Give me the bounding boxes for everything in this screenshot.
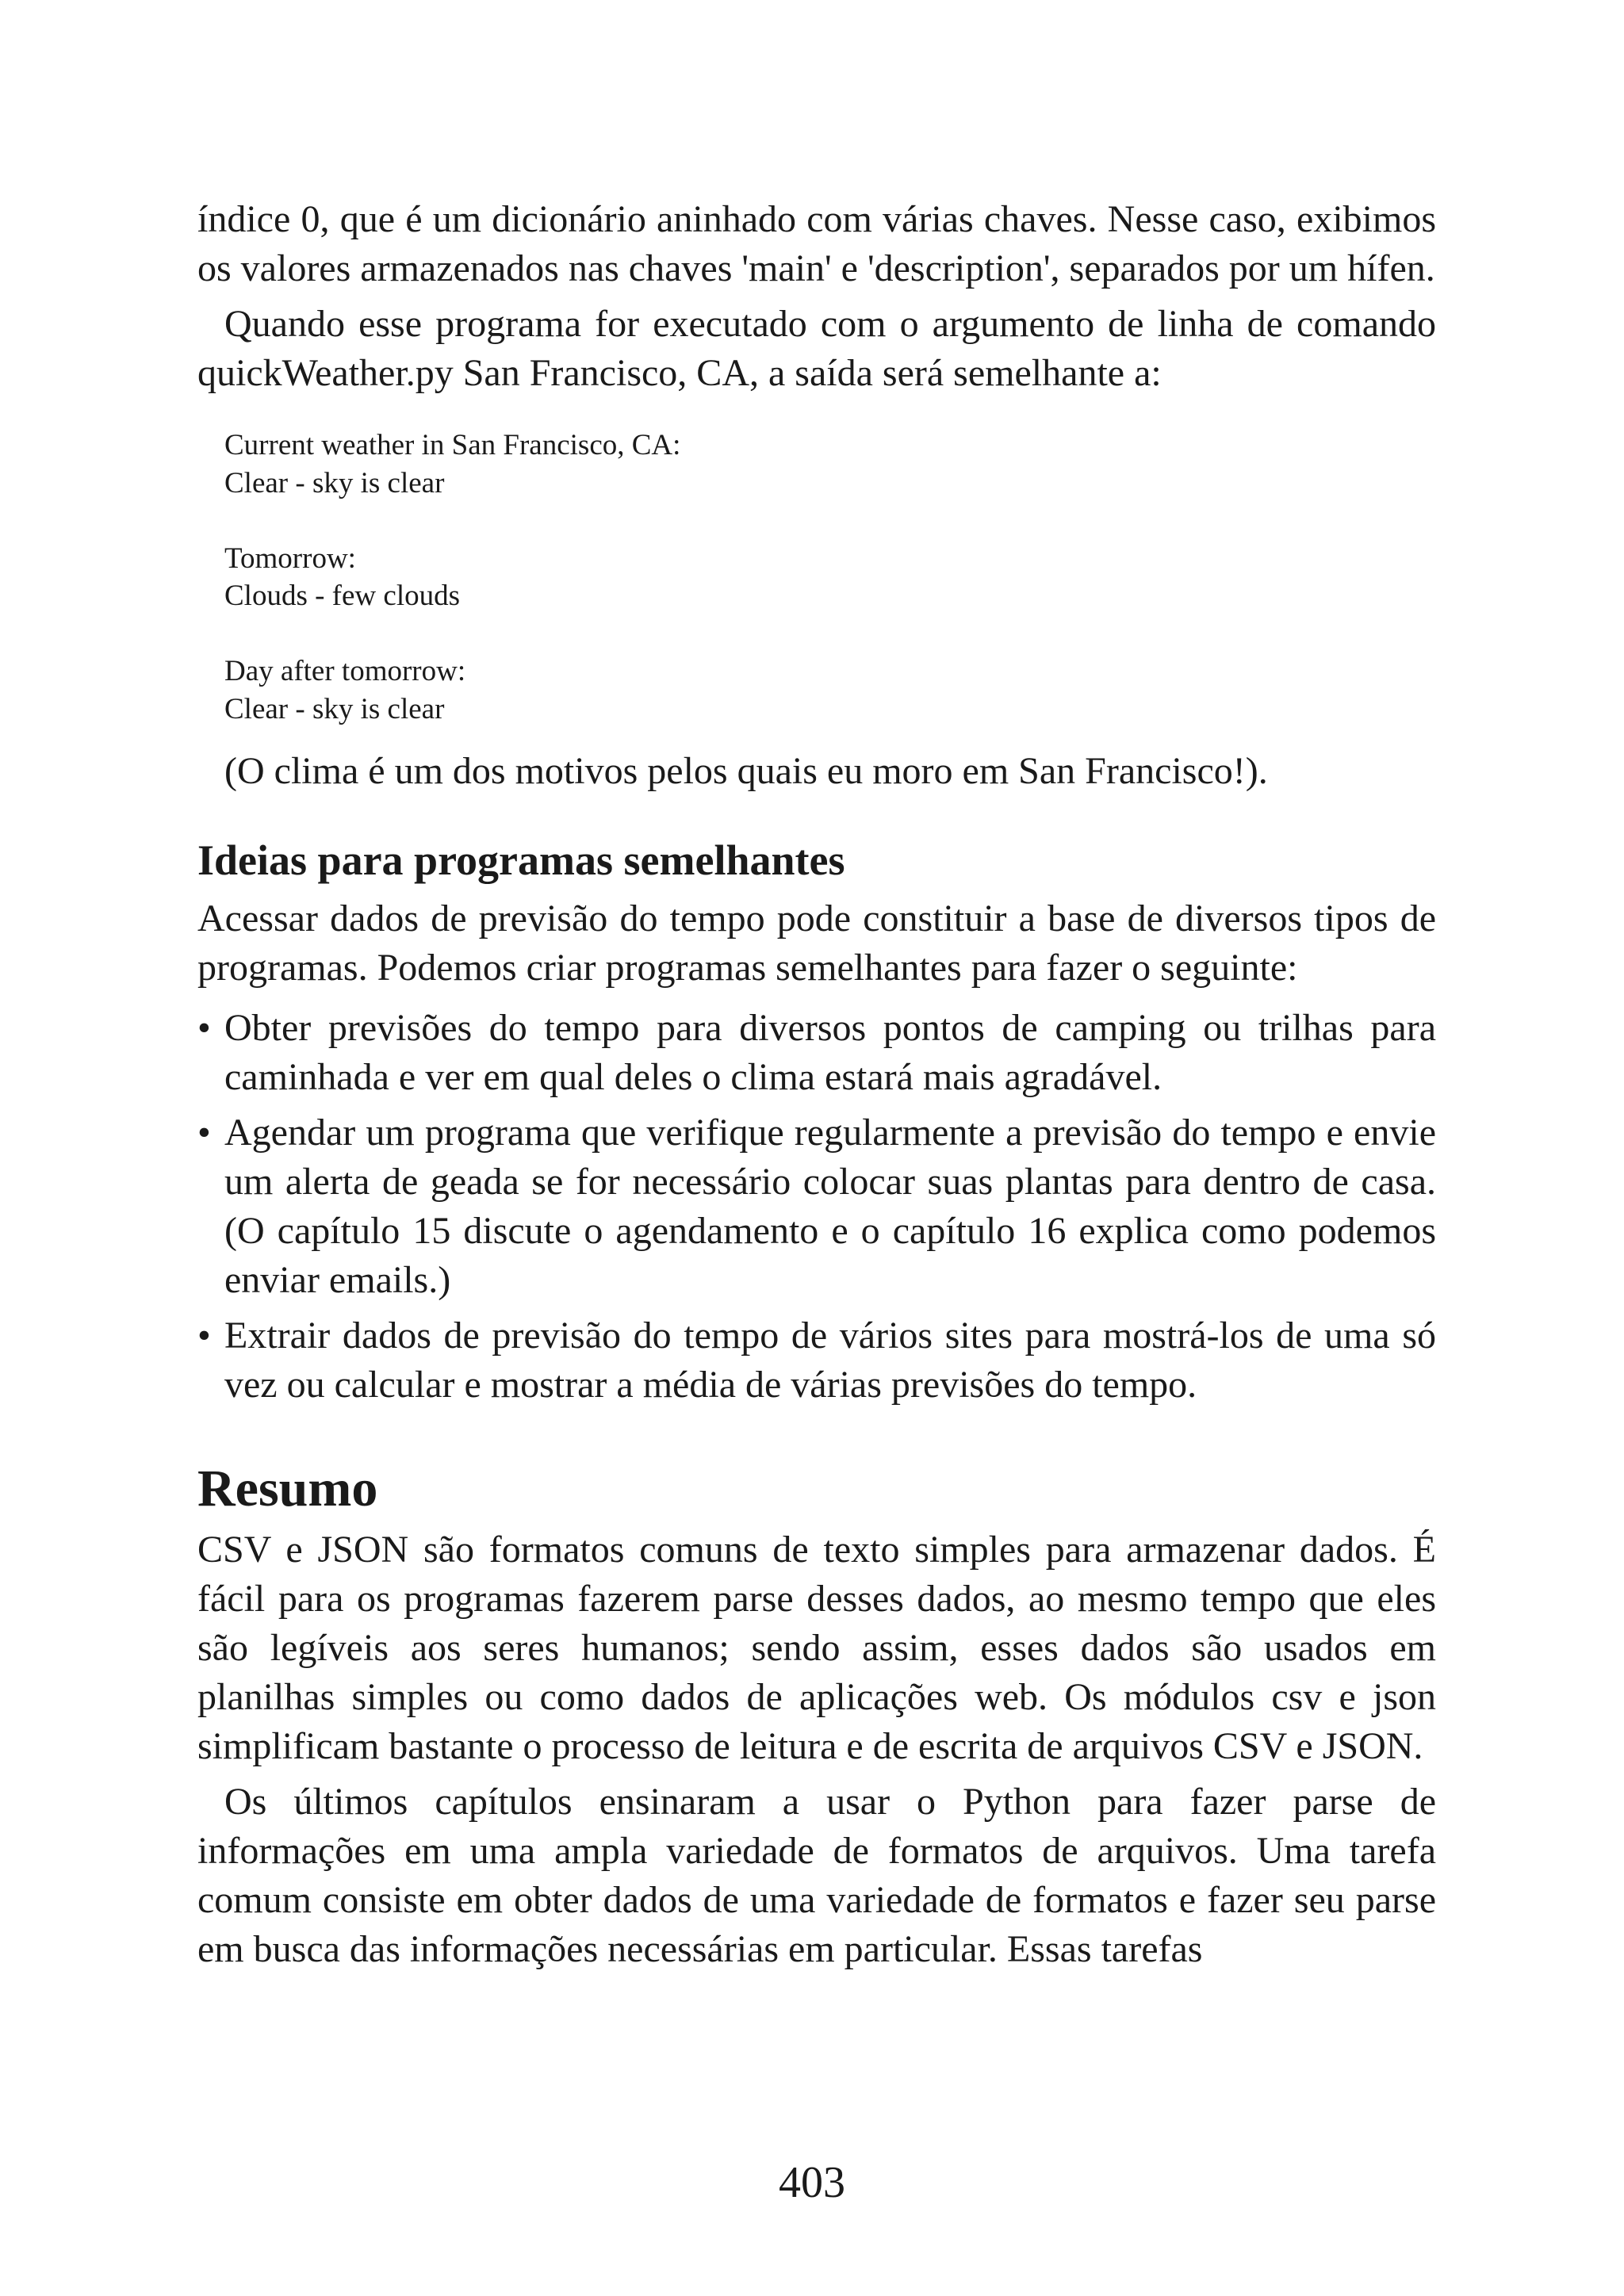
ideas-list	[197, 1004, 1436, 1410]
bullet-marker: •	[197, 1112, 211, 1154]
output-line: Clouds - few clouds	[224, 580, 460, 612]
body-paragraph: Acessar dados de previsão do tempo pode constituir a base de diversos tipos de programas. Podemos criar programas semelhantes para fazer o seguinte:	[197, 897, 1436, 989]
output-line: Day after tomorrow:	[224, 655, 466, 687]
program-output-block	[224, 427, 1436, 728]
page-body	[197, 195, 1436, 1974]
page-number: 403	[779, 2158, 845, 2207]
output-line: Tomorrow:	[224, 541, 356, 575]
output-line: Clear - sky is clear	[224, 466, 445, 499]
weather-note: (O clima é um dos motivos pelos quais eu moro em San Francisco!).	[224, 750, 1268, 792]
output-line	[224, 502, 1436, 540]
section-heading-summary: Resumo	[197, 1460, 378, 1517]
body-paragraph: CSV e JSON são formatos comuns de texto simples para armazenar dados. É fácil para os programas fazerem parse desses dados, ao mesmo tempo que eles são legíveis aos seres humanos; sendo assim, esses dados são usados em planilhas simples ou como dados de aplicações web. Os módulos csv e json simplificam bastante o processo de leitura e de escrita de arquivos CSV e JSON.	[197, 1529, 1436, 1767]
bullet-marker: •	[197, 1007, 211, 1049]
section-heading-ideas: Ideias para programas semelhantes	[197, 836, 845, 884]
body-paragraph: Os últimos capítulos ensinaram a usar o Python para fazer parse de informações em uma ampla variedade de formatos de arquivos. Uma tarefa comum consiste em obter dados de uma variedade de formatos e fazer seu parse em busca das informações necessárias em particular. Essas tarefas	[197, 1781, 1436, 1970]
body-paragraph: índice 0, que é um dicionário aninhado com várias chaves. Nesse caso, exibimos os valores armazenados nas chaves 'main' e 'description', separados por um hífen.	[197, 198, 1436, 289]
output-line: Current weather in San Francisco, CA:	[224, 429, 681, 461]
output-line: Clear - sky is clear	[224, 692, 445, 725]
list-item	[197, 1108, 1436, 1305]
list-item-text: Agendar um programa que verifique regularmente a previsão do tempo e envie um alerta de geada se for necessário colocar suas plantas para dentro de casa. (O capítulo 15 discute o agendamento e o capítulo 16 explica como podemos enviar emails.)	[224, 1112, 1436, 1301]
bullet-marker: •	[197, 1314, 211, 1357]
list-item-text: Extrair dados de previsão do tempo de vários sites para mostrá-los de uma só vez ou calcular e mostrar a média de várias previsões do tempo.	[224, 1314, 1436, 1406]
body-paragraph: Quando esse programa for executado com o argumento de linha de comando quickWeather.py San Francisco, CA, a saída será semelhante a:	[197, 303, 1436, 394]
list-item	[197, 1004, 1436, 1102]
list-item-text: Obter previsões do tempo para diversos pontos de camping ou trilhas para caminhada e ver em qual deles o clima estará mais agradável.	[224, 1007, 1436, 1098]
output-line	[224, 615, 1436, 653]
list-item	[197, 1311, 1436, 1410]
